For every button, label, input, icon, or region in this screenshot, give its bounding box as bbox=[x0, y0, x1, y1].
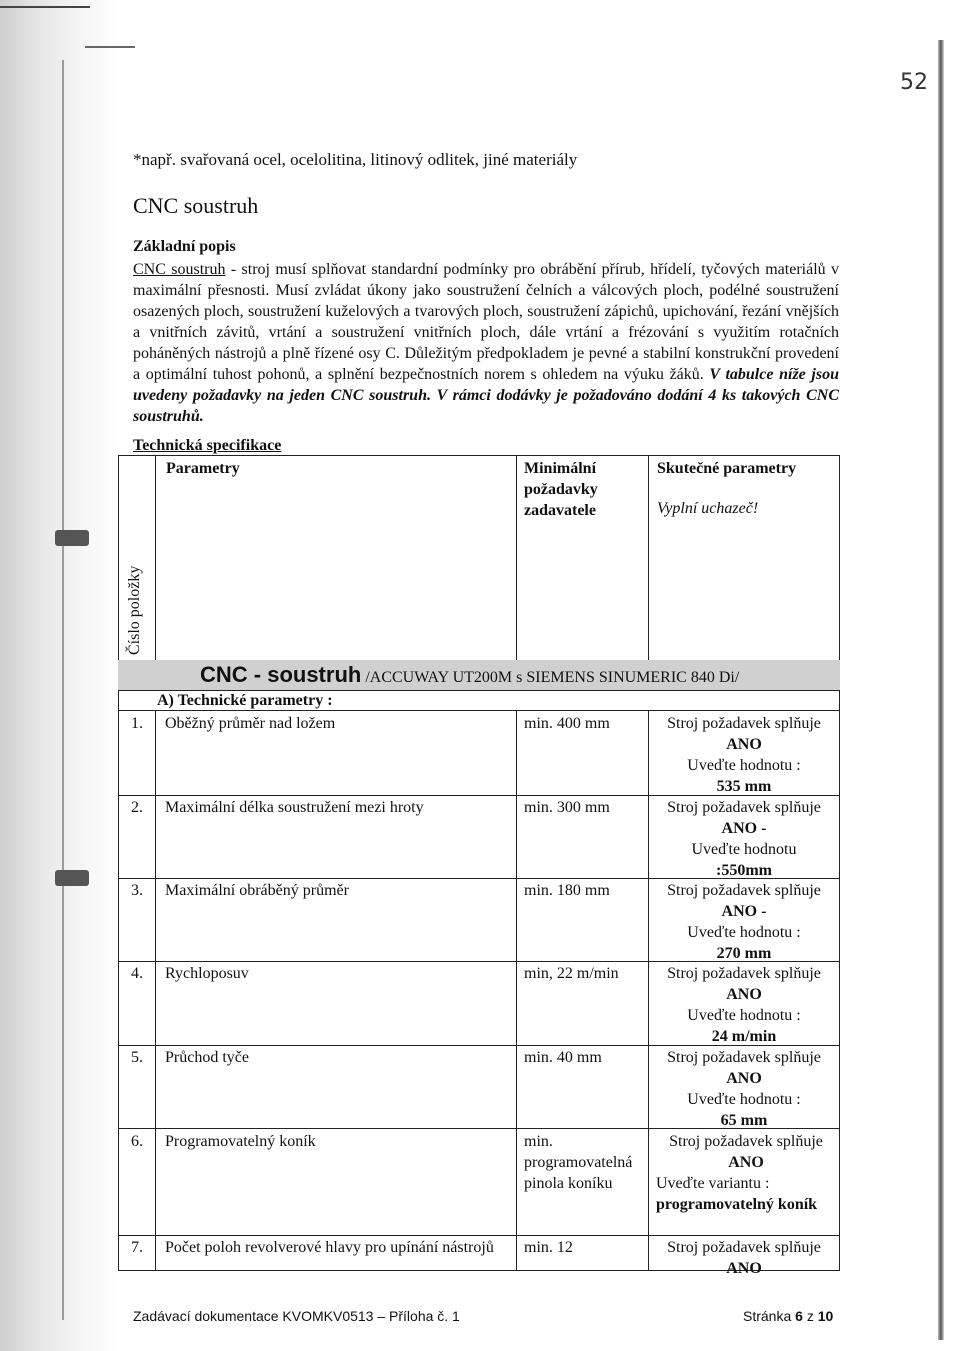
row-actual bbox=[650, 713, 838, 797]
table-border-left bbox=[118, 455, 119, 1270]
row-actual-line: ANO - bbox=[721, 820, 767, 837]
footer-document-id: Zadávací dokumentace KVOMKV0513 – Příloha č. 1 bbox=[133, 1308, 460, 1324]
row-actual-line: Stroj požadavek splňuje bbox=[667, 1239, 821, 1256]
paragraph-body: - stroj musí splňovat standardní podmínky pro obrábění přírub, hřídelí, tyčových materiálů v maximální přesnosti. Musí zvládat úkony jako soustružení čelních a válcových ploch, podélné soustružení osazených ploch, soustružení kuželových a tvarových ploch, soustružení zápichů, upichování, řezání vnějších a vnitřních závitů, vrtání a soustružení vnitřních ploch, dále vrtání a frézování s využitím rotačních poháněných nástrojů a plně řízené osy C. Důležitým předpokladem je pevné a stabilní konstrukční provedení a optimální tuhost pohonů, a splnění bezpečnostních norem s ohledem na výuku žáků. bbox=[133, 261, 839, 383]
row-actual-line: ANO bbox=[726, 736, 762, 753]
col-parameters-header: Parametry bbox=[166, 460, 240, 477]
row-actual-line: ANO bbox=[726, 1070, 762, 1087]
table-col-line bbox=[516, 710, 517, 1270]
paragraph-emphasis: V tabulce níže jsou uvedeny požadavky na jeden CNC soustruh. V rámci dodávky je požadováno dodání 4 ks takových CNC soustruhů. bbox=[133, 366, 839, 425]
row-number: 4. bbox=[131, 965, 143, 982]
row-actual-line: Stroj požadavek splňuje bbox=[667, 715, 821, 732]
row-actual-line: ANO bbox=[726, 1260, 762, 1277]
scan-top-line bbox=[85, 46, 135, 48]
table-col-line bbox=[516, 455, 517, 660]
row-actual bbox=[650, 797, 838, 881]
binder-clip bbox=[55, 530, 89, 546]
row-min: min. 12 bbox=[524, 1239, 573, 1256]
table-col-line bbox=[155, 455, 156, 660]
row-number: 5. bbox=[131, 1049, 143, 1066]
row-min: min. 40 mm bbox=[524, 1049, 602, 1066]
footer-page-current: 6 bbox=[795, 1308, 803, 1324]
row-number: 3. bbox=[131, 882, 143, 899]
row-actual-value: :550mm bbox=[716, 862, 772, 879]
footer-page-prefix: Stránka bbox=[743, 1308, 796, 1324]
row-parameter: Maximální obráběný průměr bbox=[165, 882, 349, 899]
row-actual bbox=[650, 1237, 838, 1279]
row-min: min, 22 m/min bbox=[524, 965, 619, 982]
tech-spec-heading: Technická specifikace bbox=[133, 437, 282, 454]
row-actual bbox=[650, 1047, 838, 1131]
machine-band-cnc: CNC - soustruh bbox=[200, 662, 362, 687]
row-actual-line: Stroj požadavek splňuje bbox=[667, 1049, 821, 1066]
col-actual-parameters-header: Skutečné parametry bbox=[657, 460, 797, 477]
row-actual-line: Stroj požadavek splňuje bbox=[667, 799, 821, 816]
row-parameter: Maximální délka soustružení mezi hroty bbox=[165, 799, 424, 816]
section-a-heading: A) Technické parametry : bbox=[157, 692, 333, 709]
row-actual-line: ANO - bbox=[721, 903, 767, 920]
footer-page-info bbox=[743, 1308, 833, 1324]
handwritten-page-mark: 52 bbox=[900, 70, 928, 95]
row-actual-line: Stroj požadavek splňuje bbox=[669, 1133, 823, 1150]
row-actual-line: ANO bbox=[728, 1154, 764, 1171]
table-col-line bbox=[155, 710, 156, 1270]
row-actual bbox=[656, 1131, 836, 1215]
section-title: CNC soustruh bbox=[133, 193, 259, 218]
row-actual-line: Uveďte variantu : bbox=[656, 1175, 770, 1192]
row-parameter: Průchod tyče bbox=[165, 1049, 249, 1066]
basic-description-heading: Základní popis bbox=[133, 238, 236, 255]
machine-band-text bbox=[200, 662, 739, 688]
row-actual bbox=[650, 880, 838, 964]
footnote: *např. svařovaná ocel, ocelolitina, litinový odlitek, jiné materiály bbox=[133, 150, 578, 169]
row-parameter: Programovatelný koník bbox=[165, 1133, 316, 1150]
row-min: min. 400 mm bbox=[524, 715, 610, 732]
row-number: 6. bbox=[131, 1133, 143, 1150]
row-number: 7. bbox=[131, 1239, 143, 1256]
row-actual bbox=[650, 963, 838, 1047]
table-border-right bbox=[839, 455, 840, 1270]
row-actual-line: Uveďte hodnotu : bbox=[687, 1091, 801, 1108]
col-actual-note: Vyplní uchazeč! bbox=[657, 500, 759, 517]
table-border-top bbox=[118, 455, 840, 456]
row-min: min. 300 mm bbox=[524, 799, 610, 816]
row-min: min. 180 mm bbox=[524, 882, 610, 899]
row-number: 1. bbox=[131, 715, 143, 732]
row-actual-line: Stroj požadavek splňuje bbox=[667, 965, 821, 982]
row-actual-line: ANO bbox=[726, 986, 762, 1003]
paragraph-underlined-term: CNC soustruh bbox=[133, 261, 226, 278]
row-parameter: Oběžný průměr nad ložem bbox=[165, 715, 336, 732]
row-actual-value: 270 mm bbox=[716, 945, 772, 962]
row-actual-value: 24 m/min bbox=[711, 1028, 777, 1045]
machine-band-model: /ACCUWAY UT200M s SIEMENS SINUMERIC 840 Di/ bbox=[361, 669, 740, 686]
footer-page-mid: z bbox=[802, 1308, 818, 1324]
col-item-number-header: Číslo položky bbox=[126, 565, 143, 655]
row-actual-line: Uveďte hodnotu : bbox=[687, 1007, 801, 1024]
row-parameter: Počet poloh revolverové hlavy pro upínání nástrojů bbox=[165, 1239, 494, 1256]
table-row-line bbox=[118, 1235, 840, 1236]
col-min-requirements-header: Minimální požadavky zadavatele bbox=[524, 460, 598, 519]
table-col-line bbox=[648, 455, 649, 660]
basic-description-paragraph bbox=[133, 259, 839, 427]
row-actual-value: 535 mm bbox=[716, 778, 772, 795]
scan-binder-shadow bbox=[0, 0, 120, 1351]
footer-page-total: 10 bbox=[817, 1308, 834, 1324]
scan-right-edge bbox=[938, 40, 944, 1340]
row-actual-line: Uveďte hodnotu : bbox=[687, 757, 801, 774]
row-actual-value: programovatelný koník bbox=[656, 1196, 818, 1213]
row-actual-value: 65 mm bbox=[720, 1112, 768, 1129]
row-actual-line: Stroj požadavek splňuje bbox=[667, 882, 821, 899]
scan-top-line bbox=[0, 6, 90, 8]
row-actual-line: Uveďte hodnotu bbox=[691, 841, 797, 858]
binder-clip bbox=[55, 870, 89, 886]
row-number: 2. bbox=[131, 799, 143, 816]
row-parameter: Rychloposuv bbox=[165, 965, 249, 982]
scan-binder-line bbox=[62, 60, 64, 1320]
table-col-line bbox=[648, 710, 649, 1270]
row-min: min. programovatelná pinola koníku bbox=[524, 1133, 633, 1192]
row-actual-line: Uveďte hodnotu : bbox=[687, 924, 801, 941]
